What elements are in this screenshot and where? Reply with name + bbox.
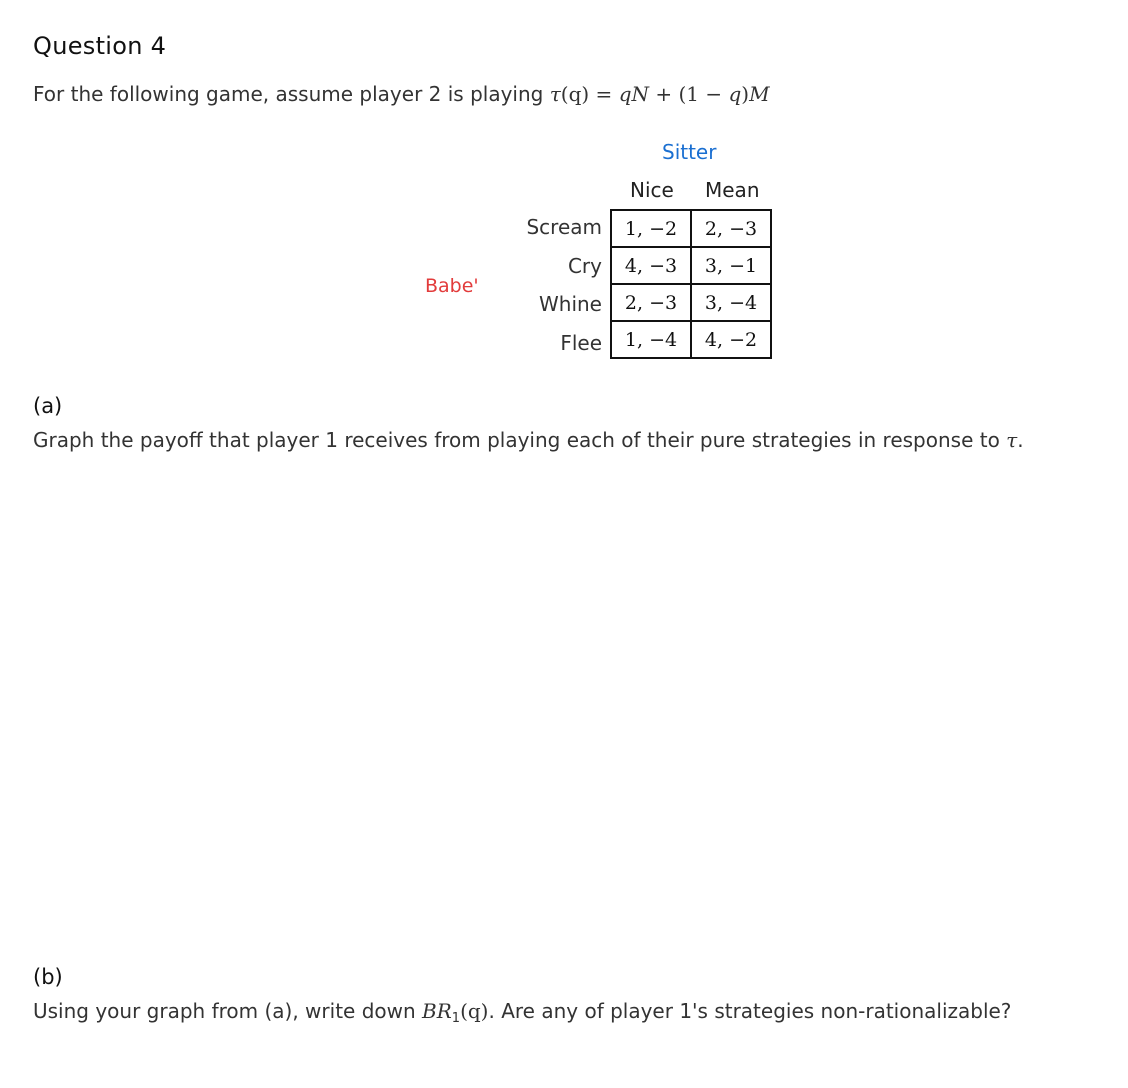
column-header-nice: Nice bbox=[630, 178, 674, 202]
part-b-br: BR bbox=[422, 999, 452, 1023]
part-b-br-arg: (q) bbox=[460, 999, 489, 1023]
row-label-cry: Cry bbox=[567, 254, 602, 278]
payoff-cell: 2, −3 bbox=[691, 210, 771, 247]
part-a-label: (a) bbox=[33, 394, 63, 418]
payoff-row bbox=[611, 284, 771, 321]
payoff-row bbox=[611, 247, 771, 284]
payoff-row bbox=[611, 321, 771, 358]
intro-text-body: For the following game, assume player 2 is playing bbox=[33, 82, 544, 106]
payoff-matrix bbox=[610, 209, 772, 359]
term-m: M bbox=[749, 82, 770, 106]
payoff-cell: 2, −3 bbox=[611, 284, 691, 321]
part-a-period: . bbox=[1017, 428, 1024, 452]
payoff-row bbox=[611, 210, 771, 247]
column-player-label: Sitter bbox=[662, 140, 717, 164]
payoff-cell: 4, −2 bbox=[691, 321, 771, 358]
column-header-mean: Mean bbox=[705, 178, 760, 202]
part-b-br-sub: 1 bbox=[451, 1011, 461, 1026]
tau-symbol: τ bbox=[549, 82, 561, 106]
payoff-cell: 3, −1 bbox=[691, 247, 771, 284]
part-b-label: (b) bbox=[33, 965, 63, 989]
term-qn: qN bbox=[618, 82, 649, 106]
part-a-body: Graph the payoff that player 1 receives from playing each of their pure strategies in response to bbox=[33, 428, 1000, 452]
term-q: q bbox=[728, 82, 742, 106]
row-label-whine: Whine bbox=[539, 292, 602, 316]
term-close: ) bbox=[741, 82, 750, 106]
payoff-cell: 4, −3 bbox=[611, 247, 691, 284]
intro-text bbox=[33, 82, 770, 106]
part-b-question: . Are any of player 1's strategies non-rationalizable? bbox=[488, 999, 1012, 1023]
part-b-body: Using your graph from (a), write down bbox=[33, 999, 416, 1023]
row-label-flee: Flee bbox=[560, 331, 602, 355]
part-a-text bbox=[33, 428, 1024, 452]
question-title: Question 4 bbox=[33, 32, 167, 60]
tau-arg: (q) bbox=[560, 82, 590, 106]
part-b-text bbox=[33, 999, 1011, 1026]
payoff-cell: 1, −2 bbox=[611, 210, 691, 247]
equals-sign: = bbox=[589, 82, 619, 106]
row-player-label: Babe' bbox=[425, 275, 479, 297]
payoff-cell: 1, −4 bbox=[611, 321, 691, 358]
row-label-scream: Scream bbox=[526, 215, 602, 239]
payoff-cell: 3, −4 bbox=[691, 284, 771, 321]
part-a-tau: τ bbox=[1006, 428, 1018, 452]
term-plus: + (1 − bbox=[649, 82, 729, 106]
